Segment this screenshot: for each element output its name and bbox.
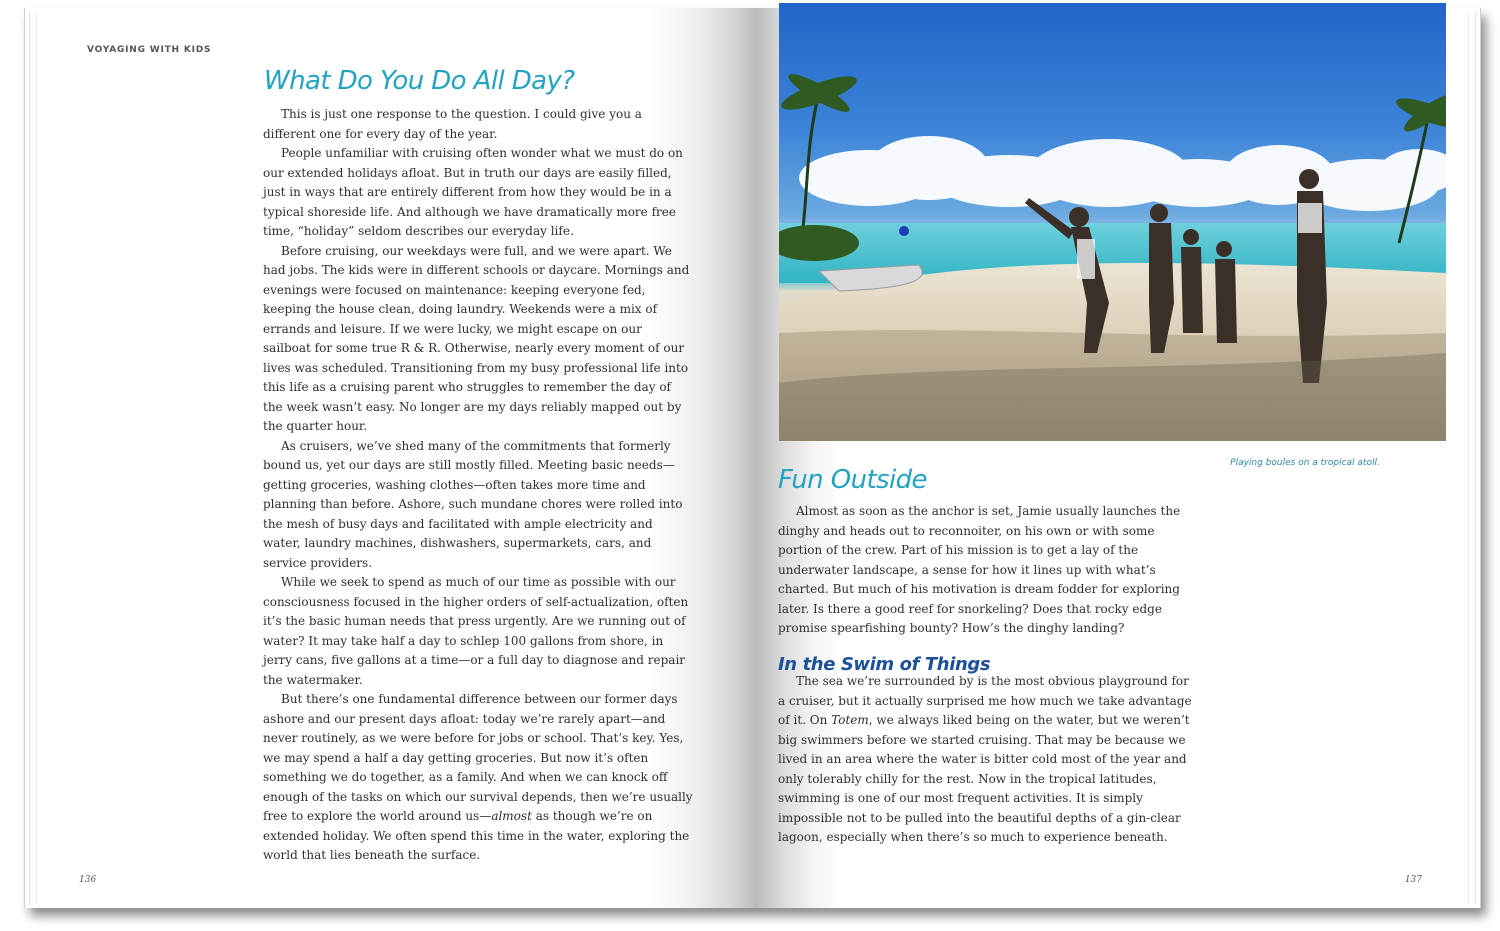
left-body-text — [263, 105, 693, 866]
running-head: VOYAGING WITH KIDS — [87, 45, 212, 55]
paragraph: As cruisers, we’ve shed many of the commitments that formerly bound us, yet our days are still mostly filled. Meeting basic needs—getting groceries, washing clothes—often takes more time and planning than before. Ashore, such mundane chores were rolled into the mesh of busy days and facilitated with ample electricity and water, laundry machines, dishwashers, supermarkets, cars, and service providers. — [263, 438, 683, 570]
page-number-left: 136 — [79, 875, 97, 885]
beach-scene-illustration — [779, 3, 1446, 441]
beach-photo — [779, 3, 1446, 441]
subheading-in-the-swim-of-things: In the Swim of Things — [778, 654, 991, 675]
text-run: as though we’re on extended holiday. We often spend this time in the water, exploring the world that lies beneath the surface. — [263, 809, 690, 862]
chapter-heading-what-do-you-do-all-day: What Do You Do All Day? — [264, 66, 575, 96]
page-edge-right — [1468, 12, 1476, 904]
paragraph: Before cruising, our weekdays were full, and we were apart. We had jobs. The kids were in different schools or daycare. Mornings and evenings were focused on maintenance: keeping everyone fed, keeping the house clean, doing laundry. Weekends were a mix of errands and leisure. If we were lucky, we might escape on our sailboat for some true R & R. Otherwise, nearly every moment of our lives was scheduled. Transitioning from my busy professional life into this life as a cruising parent who struggles to remember the day of the week wasn’t easy. No longer are my days reliably mapped out by the quarter hour. — [263, 243, 690, 433]
section-heading-fun-outside: Fun Outside — [778, 465, 927, 495]
fun-outside-body — [778, 502, 1196, 639]
paragraph: People unfamiliar with cruising often wonder what we must do on our extended holidays afloat. But in truth our days are easily filled, just in ways that are entirely different from how they would be in a typical shoreside life. And although we have dramatically more free time, “holiday” seldom describes our everyday life. — [263, 146, 683, 238]
emphasis-almost: almost — [491, 809, 532, 823]
paragraph: This is just one response to the question. I could give you a different one for every day of the year. — [263, 107, 642, 141]
swim-body — [778, 672, 1196, 848]
paragraph: While we seek to spend as much of our time as possible with our consciousness focused in the higher orders of self-actualization, often it’s the basic human needs that press urgently. Are we running out of water? It may take half a day to schlep 100 gallons from shore, in jerry cans, five gallons at a time—or a full day to diagnose and repair the watermaker. — [263, 575, 689, 687]
text-run: , we always liked being on the water, but we weren’t big swimmers before we started cruising. That may be because we lived in an area where the water is bitter cold most of the year and only tolerably chilly for the rest. Now in the tropical latitudes, swimming is one of our most frequent activities. It is simply impossible not to be pulled into the beautiful depths of a gin-clear lagoon, especially when there’s so much to experience beneath. — [778, 713, 1190, 844]
text-run: But there’s one fundamental difference between our former days ashore and our present days afloat: today we’re rarely apart—and never routinely, as we were before for jobs or school. That’s key. Yes, we may spend a half a day getting groceries. But now it’s often something we do together, as a family. And when we can knock off enough of the tasks on which our survival depends, then we’re usually free to explore the world around us— — [263, 692, 693, 823]
page-edge-left — [29, 12, 37, 904]
paragraph-last — [263, 690, 693, 866]
paragraph — [778, 672, 1196, 848]
emphasis-totem: Totem — [831, 713, 869, 727]
photo-caption: Playing boules on a tropical atoll. — [1230, 458, 1380, 468]
text-run: The sea we’re surrounded by is the most obvious playground for a cruiser, but it actually surprised me how much we take advantage of it. On — [778, 674, 1192, 727]
page-number-right: 137 — [1404, 875, 1422, 885]
paragraph: Almost as soon as the anchor is set, Jamie usually launches the dinghy and heads out to reconnoiter, on his own or with some portion of the crew. Part of his mission is to get a lay of the underwater landscape, a sense for how it lines up with what’s charted. But much of his motivation is dream fodder for exploring later. Is there a good reef for snorkeling? Does that rocky edge promise spearfishing bounty? How’s the dinghy landing? — [778, 504, 1181, 635]
